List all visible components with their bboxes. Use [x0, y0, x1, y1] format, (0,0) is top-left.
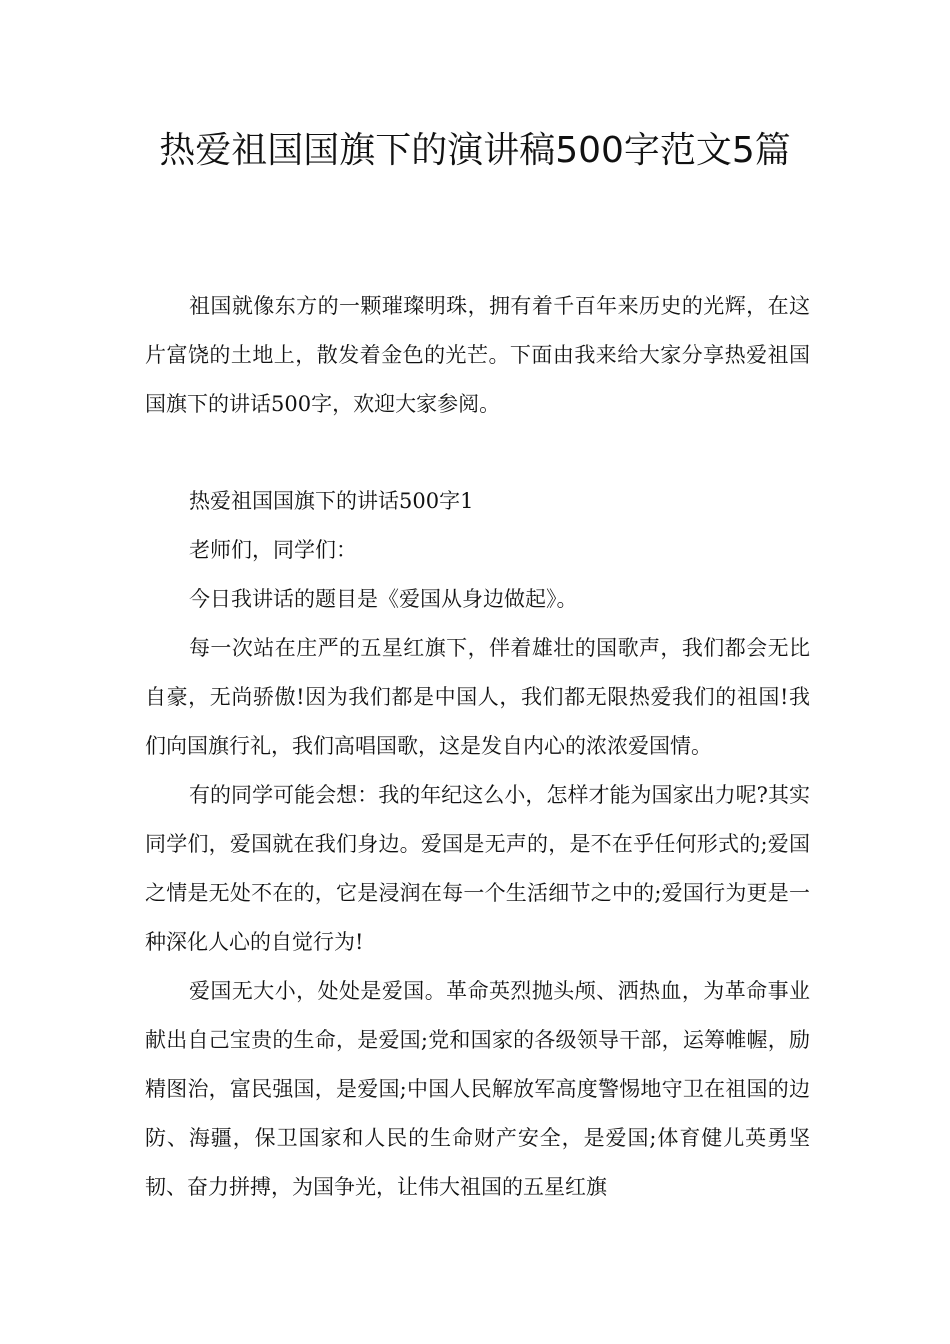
body-paragraph: 每一次站在庄严的五星红旗下，伴着雄壮的国歌声，我们都会无比自豪，无尚骄傲!因为我们都是中国人，我们都无限热爱我们的祖国!我们向国旗行礼，我们高唱国歌，这是发自内心的浓浓爱国情。 — [145, 636, 810, 758]
body-paragraph: 今日我讲话的题目是《爱国从身边做起》。 — [189, 587, 578, 611]
intro-paragraph: 祖国就像东方的一颗璀璨明珠，拥有着千百年来历史的光辉，在这片富饶的土地上，散发着金色的光芒。下面由我来给大家分享热爱祖国国旗下的讲话500字，欢迎大家参阅。 — [145, 294, 810, 416]
body-paragraph: 有的同学可能会想：我的年纪这么小，怎样才能为国家出力呢?其实同学们，爱国就在我们身边。爱国是无声的，是不在乎任何形式的;爱国之情是无处不在的，它是浸润在每一个生活细节之中的;爱国行为更是一种深化人心的自觉行为! — [145, 783, 810, 954]
document-title: 热爱祖国国旗下的演讲稿500字范文5篇 — [159, 130, 791, 171]
greeting-line: 老师们，同学们： — [189, 538, 357, 562]
document-body — [145, 282, 810, 1212]
section-heading: 热爱祖国国旗下的讲话500字1 — [189, 489, 474, 513]
section-spacer — [145, 429, 810, 477]
body-paragraph: 爱国无大小，处处是爱国。革命英烈抛头颅、洒热血，为革命事业献出自己宝贵的生命，是爱国;党和国家的各级领导干部，运筹帷幄，励精图治，富民强国，是爱国;中国人民解放军高度警惕地守卫在祖国的边防、海疆，保卫国家和人民的生命财产安全，是爱国;体育健儿英勇坚韧、奋力拼搏，为国争光，让伟大祖国的五星红旗 — [145, 979, 810, 1199]
